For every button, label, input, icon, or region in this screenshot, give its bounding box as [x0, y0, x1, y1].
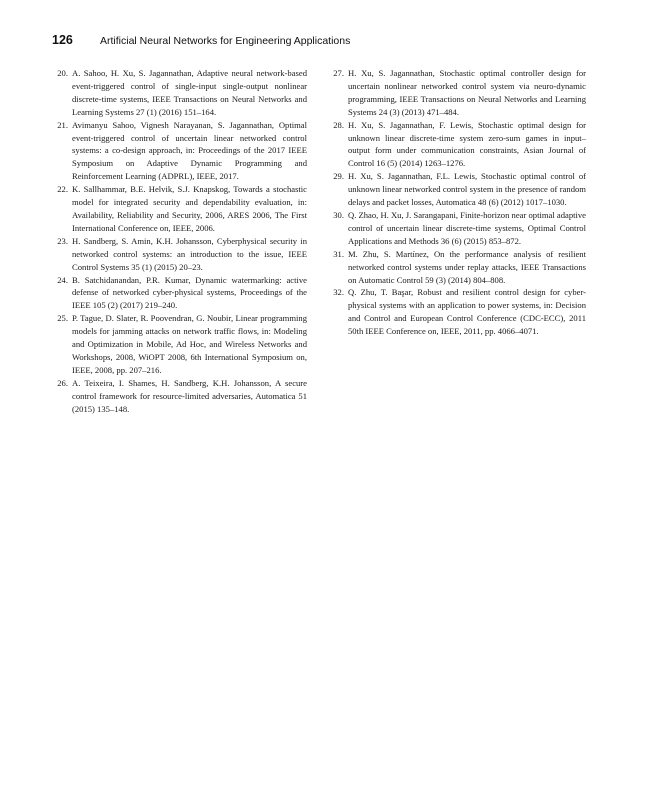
- reference-text: A. Teixeira, I. Shames, H. Sandberg, K.H. Johansson, A secure control framework for resource-limited adversaries, Automatica 51 (2015) 135–148.: [72, 377, 307, 414]
- reference-item: [52, 235, 307, 274]
- reference-text: H. Xu, S. Jagannathan, Stochastic optimal controller design for uncertain nonlinear networked control system via neuro-dynamic programming, IEEE Transactions on Neural Networks and Learning Systems 24 (3) (2013) 471–484.: [348, 68, 586, 117]
- reference-text: B. Satchidanandan, P.R. Kumar, Dynamic watermarking: active defense of networked cyber-physical systems, Proceedings of the IEEE 105 (2) (2017) 219–240.: [72, 274, 307, 311]
- references-column-right: [328, 67, 586, 338]
- reference-text: A. Sahoo, H. Xu, S. Jagannathan, Adaptive neural network-based event-triggered control of single-input single-output nonlinear discrete-time systems, IEEE Transactions on Neural Networks and Learning Systems 27 (1) (2016) 151–164.: [72, 68, 307, 117]
- reference-item: [328, 248, 586, 287]
- reference-item: [328, 119, 586, 171]
- reference-number: 25.: [57, 313, 68, 324]
- reference-number: 29.: [333, 171, 344, 182]
- reference-item: [52, 119, 307, 184]
- reference-number: 31.: [333, 248, 344, 259]
- reference-number: 28.: [333, 119, 344, 130]
- reference-number: 27.: [333, 68, 344, 78]
- reference-text: H. Sandberg, S. Amin, K.H. Johansson, Cyberphysical security in networked control systems: an introduction to the issue, IEEE Control Systems 35 (1) (2015) 20–23.: [72, 235, 307, 272]
- reference-text: Q. Zhao, H. Xu, J. Sarangapani, Finite-horizon near optimal adaptive control of uncertain linear discrete-time systems, Optimal Control Applications and Methods 36 (6) (2015) 853–872.: [348, 209, 586, 246]
- reference-number: 24.: [57, 274, 68, 285]
- reference-item: [52, 67, 307, 119]
- reference-text: H. Xu, S. Jagannathan, F. Lewis, Stochastic optimal design for unknown linear discrete-time system zero-sum games in input–output form under communication constraints, Asian Journal of Control 16 (5) (2014) 1263–1276.: [348, 119, 586, 169]
- references-column-left: [52, 67, 307, 415]
- reference-number: 30.: [333, 209, 344, 220]
- reference-item: [52, 312, 307, 377]
- reference-item: [328, 209, 586, 248]
- reference-item: [52, 377, 307, 416]
- reference-number: 32.: [333, 287, 344, 298]
- reference-text: Q. Zhu, T. Başar, Robust and resilient control design for cyber-physical systems with an application to power systems, in: Decision and Control and European Control Conference (CDC-ECC), 2011 50th IEEE Conference on, IEEE, 2011, pp. 4066–4071.: [348, 287, 586, 337]
- reference-item: [328, 67, 586, 119]
- reference-number: 20.: [57, 68, 68, 78]
- reference-item: [328, 286, 586, 338]
- reference-text: M. Zhu, S. Martínez, On the performance analysis of resilient networked control systems under replay attacks, IEEE Transactions on Automatic Control 59 (3) (2014) 804–808.: [348, 248, 586, 285]
- reference-item: [52, 183, 307, 235]
- reference-text: P. Tague, D. Slater, R. Poovendran, G. Noubir, Linear programming models for jamming attacks on network traffic flows, in: Modeling and Optimization in Mobile, Ad Hoc, and Wireless Networks and Workshops, 2008, WiOPT 2008, 6th International Symposium on, IEEE, 2008, pp. 207–216.: [72, 313, 307, 375]
- running-title: Artificial Neural Networks for Engineering Applications: [100, 35, 351, 47]
- reference-number: 21.: [57, 119, 68, 130]
- reference-item: [52, 274, 307, 313]
- reference-number: 26.: [57, 377, 68, 388]
- reference-number: 22.: [57, 184, 68, 195]
- reference-text: Avimanyu Sahoo, Vignesh Narayanan, S. Jagannathan, Optimal event-triggered control of uncertain linear networked control systems: a co-design approach, in: Proceedings of the 2017 IEEE Symposium on Adaptive Dynamic Programming and Reinforcement Learning (ADPRL), IEEE, 2017.: [72, 119, 307, 182]
- reference-number: 23.: [57, 235, 68, 246]
- reference-text: K. Sallhammar, B.E. Helvik, S.J. Knapskog, Towards a stochastic model for integrated security and dependability evaluation, in: Availability, Reliability and Security, 2006, ARES 2006, The First International Conference on, IEEE, 2006.: [72, 184, 307, 233]
- page-number: 126: [52, 33, 73, 47]
- reference-item: [328, 170, 586, 209]
- page-header: [52, 33, 608, 49]
- reference-text: H. Xu, S. Jagannathan, F.L. Lewis, Stochastic optimal control of unknown linear networked control system in the presence of random delays and packet losses, Automatica 48 (6) (2012) 1017–1030.: [348, 171, 586, 208]
